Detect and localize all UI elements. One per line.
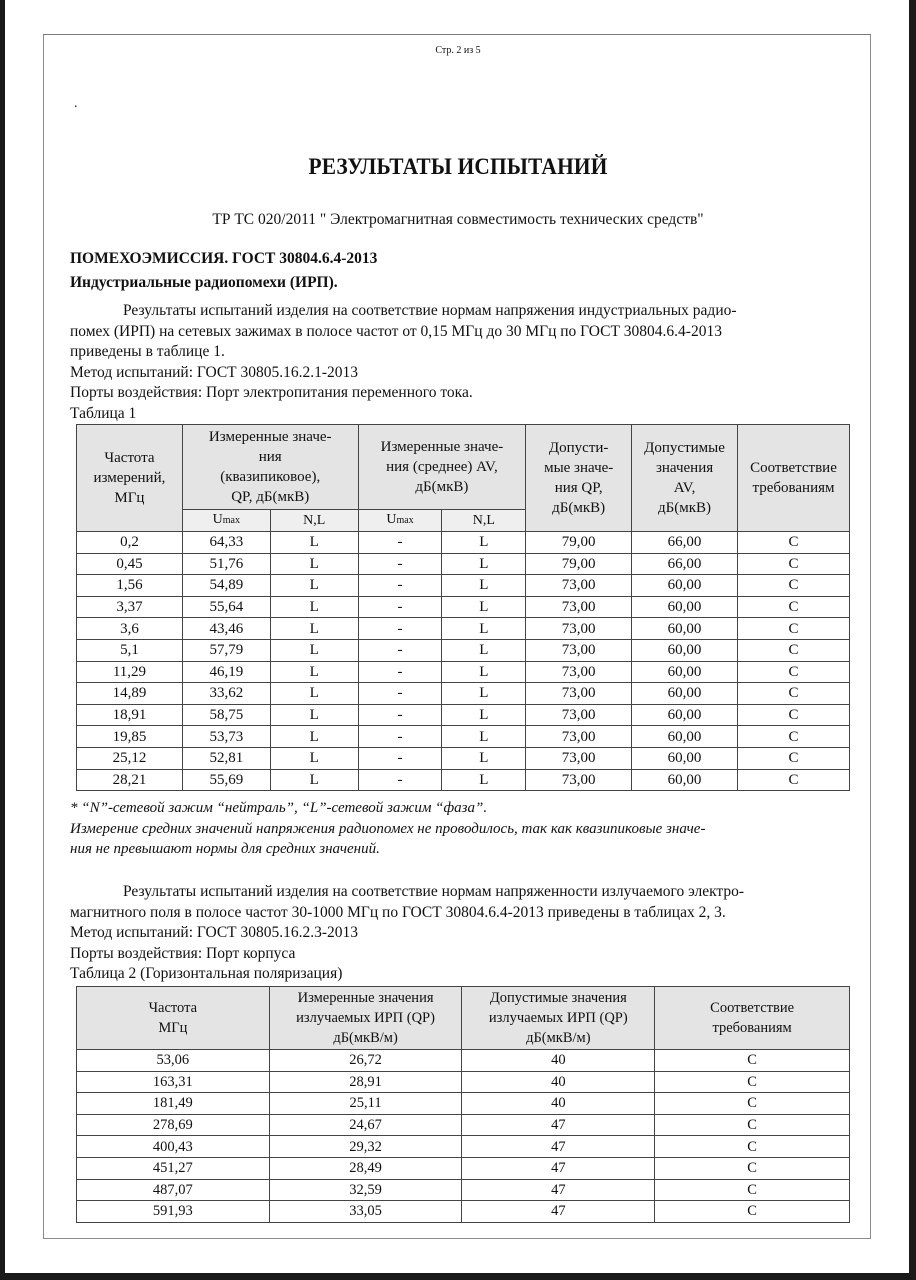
cell-frequency: 487,07 xyxy=(77,1179,270,1201)
cell-limit-av: 66,00 xyxy=(632,532,738,554)
section1-intro xyxy=(70,301,737,424)
cell-av-umax: - xyxy=(358,726,442,748)
cell-av-nl: L xyxy=(442,726,526,748)
table1-notes xyxy=(70,798,705,860)
cell-frequency: 5,1 xyxy=(77,639,183,661)
cell-frequency: 14,89 xyxy=(77,683,183,705)
th-compliance: Соответствие требованиям xyxy=(738,425,850,532)
table2-caption: Таблица 2 (Горизонтальная поляризация) xyxy=(70,965,343,982)
intro-line: Результаты испытаний изделия на соответствие нормам напряженности излучаемого электро- xyxy=(123,883,745,900)
cell-compliance: C xyxy=(655,1179,850,1201)
cell-qp-umax: 64,33 xyxy=(182,532,270,554)
th-qp-umax: Umax xyxy=(182,510,270,532)
cell-av-umax: - xyxy=(358,747,442,769)
cell-av-nl: L xyxy=(442,769,526,791)
intro-line: Результаты испытаний изделия на соответствие нормам напряжения индустриальных радио- xyxy=(123,302,737,319)
table1-conducted-emissions xyxy=(76,424,850,791)
cell-qp-nl: L xyxy=(270,639,358,661)
cell-limit-av: 60,00 xyxy=(632,683,738,705)
cell-qp-umax: 43,46 xyxy=(182,618,270,640)
cell-measured: 33,05 xyxy=(269,1201,462,1223)
cell-compliance: C xyxy=(655,1201,850,1223)
cell-limit-av: 60,00 xyxy=(632,661,738,683)
cell-limit-av: 60,00 xyxy=(632,726,738,748)
table-row xyxy=(77,683,850,705)
cell-qp-umax: 53,73 xyxy=(182,726,270,748)
cell-compliance: C xyxy=(738,683,850,705)
intro-line: магнитного поля в полосе частот 30-1000 МГц по ГОСТ 30804.6.4-2013 приведены в таблицах 2, 3. xyxy=(70,903,726,921)
intro-line: помех (ИРП) на сетевых зажимах в полосе частот от 0,15 МГц до 30 МГц по ГОСТ 30804.6.4-2013 xyxy=(70,322,722,340)
table-row xyxy=(77,639,850,661)
cell-limit-qp: 73,00 xyxy=(526,747,632,769)
table-row xyxy=(77,1093,850,1115)
cell-limit-qp: 73,00 xyxy=(526,769,632,791)
note-average: ния не превышают нормы для средних значений. xyxy=(70,841,380,857)
cell-qp-umax: 51,76 xyxy=(182,553,270,575)
cell-limit-av: 60,00 xyxy=(632,618,738,640)
cell-qp-umax: 55,64 xyxy=(182,596,270,618)
th-measured-qp: Измеренные значе- ния (квазипиковое), QP, дБ(мкВ) xyxy=(182,425,358,510)
note-average: Измерение средних значений напряжения радиопомех не проводилось, так как квазипиковые значе- xyxy=(70,820,706,837)
cell-qp-nl: L xyxy=(270,769,358,791)
cell-frequency: 451,27 xyxy=(77,1157,270,1179)
test-ports: Порты воздействия: Порт электропитания переменного тока. xyxy=(70,384,473,401)
cell-av-umax: - xyxy=(358,596,442,618)
regulation-subtitle: ТР ТС 020/2011 " Электромагнитная совместимость технических средств" xyxy=(212,211,704,228)
cell-qp-nl: L xyxy=(270,575,358,597)
cell-limit: 47 xyxy=(462,1136,655,1158)
cell-av-nl: L xyxy=(442,747,526,769)
cell-av-umax: - xyxy=(358,639,442,661)
cell-limit-qp: 79,00 xyxy=(526,553,632,575)
cell-limit-qp: 73,00 xyxy=(526,726,632,748)
cell-frequency: 19,85 xyxy=(77,726,183,748)
cell-limit-qp: 73,00 xyxy=(526,596,632,618)
cell-compliance: C xyxy=(738,661,850,683)
cell-qp-nl: L xyxy=(270,726,358,748)
cell-qp-nl: L xyxy=(270,661,358,683)
cell-av-nl: L xyxy=(442,683,526,705)
section-subheading-irp: Индустриальные радиопомехи (ИРП). xyxy=(70,274,338,291)
cell-measured: 28,49 xyxy=(269,1157,462,1179)
cell-frequency: 28,21 xyxy=(77,769,183,791)
cell-frequency: 3,37 xyxy=(77,596,183,618)
cell-measured: 25,11 xyxy=(269,1093,462,1115)
cell-frequency: 278,69 xyxy=(77,1114,270,1136)
th-compliance: Соответствие требованиям xyxy=(655,987,850,1050)
cell-frequency: 0,2 xyxy=(77,532,183,554)
cell-frequency: 18,91 xyxy=(77,704,183,726)
cell-av-umax: - xyxy=(358,618,442,640)
cell-limit: 40 xyxy=(462,1071,655,1093)
cell-compliance: C xyxy=(655,1157,850,1179)
cell-limit: 47 xyxy=(462,1114,655,1136)
cell-av-nl: L xyxy=(442,575,526,597)
cell-av-nl: L xyxy=(442,553,526,575)
cell-limit-qp: 73,00 xyxy=(526,575,632,597)
cell-frequency: 3,6 xyxy=(77,618,183,640)
screen-edge-bottom xyxy=(0,1273,916,1280)
cell-av-umax: - xyxy=(358,683,442,705)
cell-compliance: C xyxy=(655,1114,850,1136)
cell-limit: 47 xyxy=(462,1201,655,1223)
cell-qp-nl: L xyxy=(270,553,358,575)
table-row xyxy=(77,532,850,554)
note-terminals: * “N”-сетевой зажим “нейтраль”, “L”-сетевой зажим “фаза”. xyxy=(70,800,488,816)
table-row xyxy=(77,1179,850,1201)
cell-compliance: C xyxy=(738,704,850,726)
cell-measured: 32,59 xyxy=(269,1179,462,1201)
th-qp-nl: N,L xyxy=(270,510,358,532)
table2-radiated-emissions-horizontal xyxy=(76,986,850,1223)
cell-av-umax: - xyxy=(358,532,442,554)
cell-compliance: C xyxy=(738,618,850,640)
cell-qp-nl: L xyxy=(270,596,358,618)
table-row xyxy=(77,1050,850,1072)
table-row xyxy=(77,596,850,618)
cell-frequency: 11,29 xyxy=(77,661,183,683)
cell-limit-av: 60,00 xyxy=(632,704,738,726)
cell-limit-qp: 73,00 xyxy=(526,683,632,705)
th-measured: Измеренные значения излучаемых ИРП (QP) дБ(мкВ/м) xyxy=(269,987,462,1050)
cell-frequency: 163,31 xyxy=(77,1071,270,1093)
table-row xyxy=(77,1114,850,1136)
cell-compliance: C xyxy=(738,553,850,575)
cell-compliance: C xyxy=(738,769,850,791)
cell-qp-umax: 52,81 xyxy=(182,747,270,769)
test-ports: Порты воздействия: Порт корпуса xyxy=(70,944,296,962)
cell-av-nl: L xyxy=(442,704,526,726)
cell-compliance: C xyxy=(655,1093,850,1115)
cell-qp-nl: L xyxy=(270,683,358,705)
stray-dot: . xyxy=(74,96,78,111)
cell-limit: 40 xyxy=(462,1050,655,1072)
page-title: РЕЗУЛЬТАТЫ ИСПЫТАНИЙ xyxy=(308,154,608,179)
cell-limit-av: 60,00 xyxy=(632,575,738,597)
table-row xyxy=(77,726,850,748)
cell-limit-qp: 73,00 xyxy=(526,704,632,726)
cell-compliance: C xyxy=(738,532,850,554)
table-row xyxy=(77,575,850,597)
cell-frequency: 53,06 xyxy=(77,1050,270,1072)
cell-frequency: 181,49 xyxy=(77,1093,270,1115)
cell-limit-qp: 73,00 xyxy=(526,639,632,661)
table-row xyxy=(77,553,850,575)
cell-measured: 29,32 xyxy=(269,1136,462,1158)
cell-av-umax: - xyxy=(358,661,442,683)
cell-av-umax: - xyxy=(358,704,442,726)
section2-intro xyxy=(70,882,744,985)
page-number: Стр. 2 из 5 xyxy=(435,45,481,56)
cell-frequency: 591,93 xyxy=(77,1201,270,1223)
cell-qp-umax: 46,19 xyxy=(182,661,270,683)
cell-qp-umax: 55,69 xyxy=(182,769,270,791)
cell-compliance: C xyxy=(738,747,850,769)
cell-compliance: C xyxy=(738,639,850,661)
th-limit-av: Допустимые значения AV, дБ(мкВ) xyxy=(632,425,738,532)
cell-compliance: C xyxy=(738,575,850,597)
section-heading-emission: ПОМЕХОЭМИССИЯ. ГОСТ 30804.6.4-2013 xyxy=(70,250,378,267)
table-row xyxy=(77,769,850,791)
table1-caption: Таблица 1 xyxy=(70,404,137,422)
cell-compliance: C xyxy=(738,726,850,748)
cell-limit-av: 60,00 xyxy=(632,639,738,661)
cell-qp-nl: L xyxy=(270,618,358,640)
table-row xyxy=(77,661,850,683)
cell-qp-nl: L xyxy=(270,704,358,726)
table-row xyxy=(77,618,850,640)
th-frequency: Частота измерений, МГц xyxy=(77,425,183,532)
cell-av-umax: - xyxy=(358,769,442,791)
cell-qp-umax: 33,62 xyxy=(182,683,270,705)
cell-compliance: C xyxy=(655,1050,850,1072)
th-av-nl: N,L xyxy=(442,510,526,532)
cell-limit-qp: 73,00 xyxy=(526,618,632,640)
cell-limit: 47 xyxy=(462,1157,655,1179)
intro-line: приведены в таблице 1. xyxy=(70,343,225,360)
test-method: Метод испытаний: ГОСТ 30805.16.2.1-2013 xyxy=(70,363,359,381)
cell-frequency: 25,12 xyxy=(77,747,183,769)
th-frequency: Частота МГц xyxy=(77,987,270,1050)
table-row xyxy=(77,1136,850,1158)
cell-qp-umax: 57,79 xyxy=(182,639,270,661)
cell-compliance: C xyxy=(655,1071,850,1093)
cell-qp-umax: 58,75 xyxy=(182,704,270,726)
table-row xyxy=(77,747,850,769)
screen-edge-left xyxy=(0,0,5,1280)
cell-qp-nl: L xyxy=(270,532,358,554)
th-limit-qp: Допусти- мые значе- ния QP, дБ(мкВ) xyxy=(526,425,632,532)
cell-qp-umax: 54,89 xyxy=(182,575,270,597)
th-measured-av: Измеренные значе- ния (среднее) AV, дБ(мкВ) xyxy=(358,425,526,510)
cell-av-nl: L xyxy=(442,596,526,618)
cell-av-umax: - xyxy=(358,575,442,597)
cell-limit-av: 60,00 xyxy=(632,596,738,618)
cell-av-nl: L xyxy=(442,639,526,661)
test-method: Метод испытаний: ГОСТ 30805.16.2.3-2013 xyxy=(70,924,359,941)
cell-limit-av: 66,00 xyxy=(632,553,738,575)
table-row xyxy=(77,1201,850,1223)
table-row xyxy=(77,1157,850,1179)
cell-limit-av: 60,00 xyxy=(632,769,738,791)
cell-limit: 47 xyxy=(462,1179,655,1201)
cell-measured: 24,67 xyxy=(269,1114,462,1136)
screen-edge-right xyxy=(909,0,916,1280)
table-row xyxy=(77,704,850,726)
cell-limit-qp: 79,00 xyxy=(526,532,632,554)
cell-compliance: C xyxy=(738,596,850,618)
cell-limit: 40 xyxy=(462,1093,655,1115)
cell-av-nl: L xyxy=(442,532,526,554)
cell-av-nl: L xyxy=(442,661,526,683)
cell-av-nl: L xyxy=(442,618,526,640)
cell-measured: 26,72 xyxy=(269,1050,462,1072)
cell-qp-nl: L xyxy=(270,747,358,769)
th-limit: Допустимые значения излучаемых ИРП (QP) дБ(мкВ/м) xyxy=(462,987,655,1050)
cell-measured: 28,91 xyxy=(269,1071,462,1093)
table-row xyxy=(77,1071,850,1093)
cell-limit-av: 60,00 xyxy=(632,747,738,769)
cell-frequency: 0,45 xyxy=(77,553,183,575)
cell-frequency: 1,56 xyxy=(77,575,183,597)
cell-av-umax: - xyxy=(358,553,442,575)
cell-compliance: C xyxy=(655,1136,850,1158)
th-av-umax: Umax xyxy=(358,510,442,532)
cell-limit-qp: 73,00 xyxy=(526,661,632,683)
cell-frequency: 400,43 xyxy=(77,1136,270,1158)
